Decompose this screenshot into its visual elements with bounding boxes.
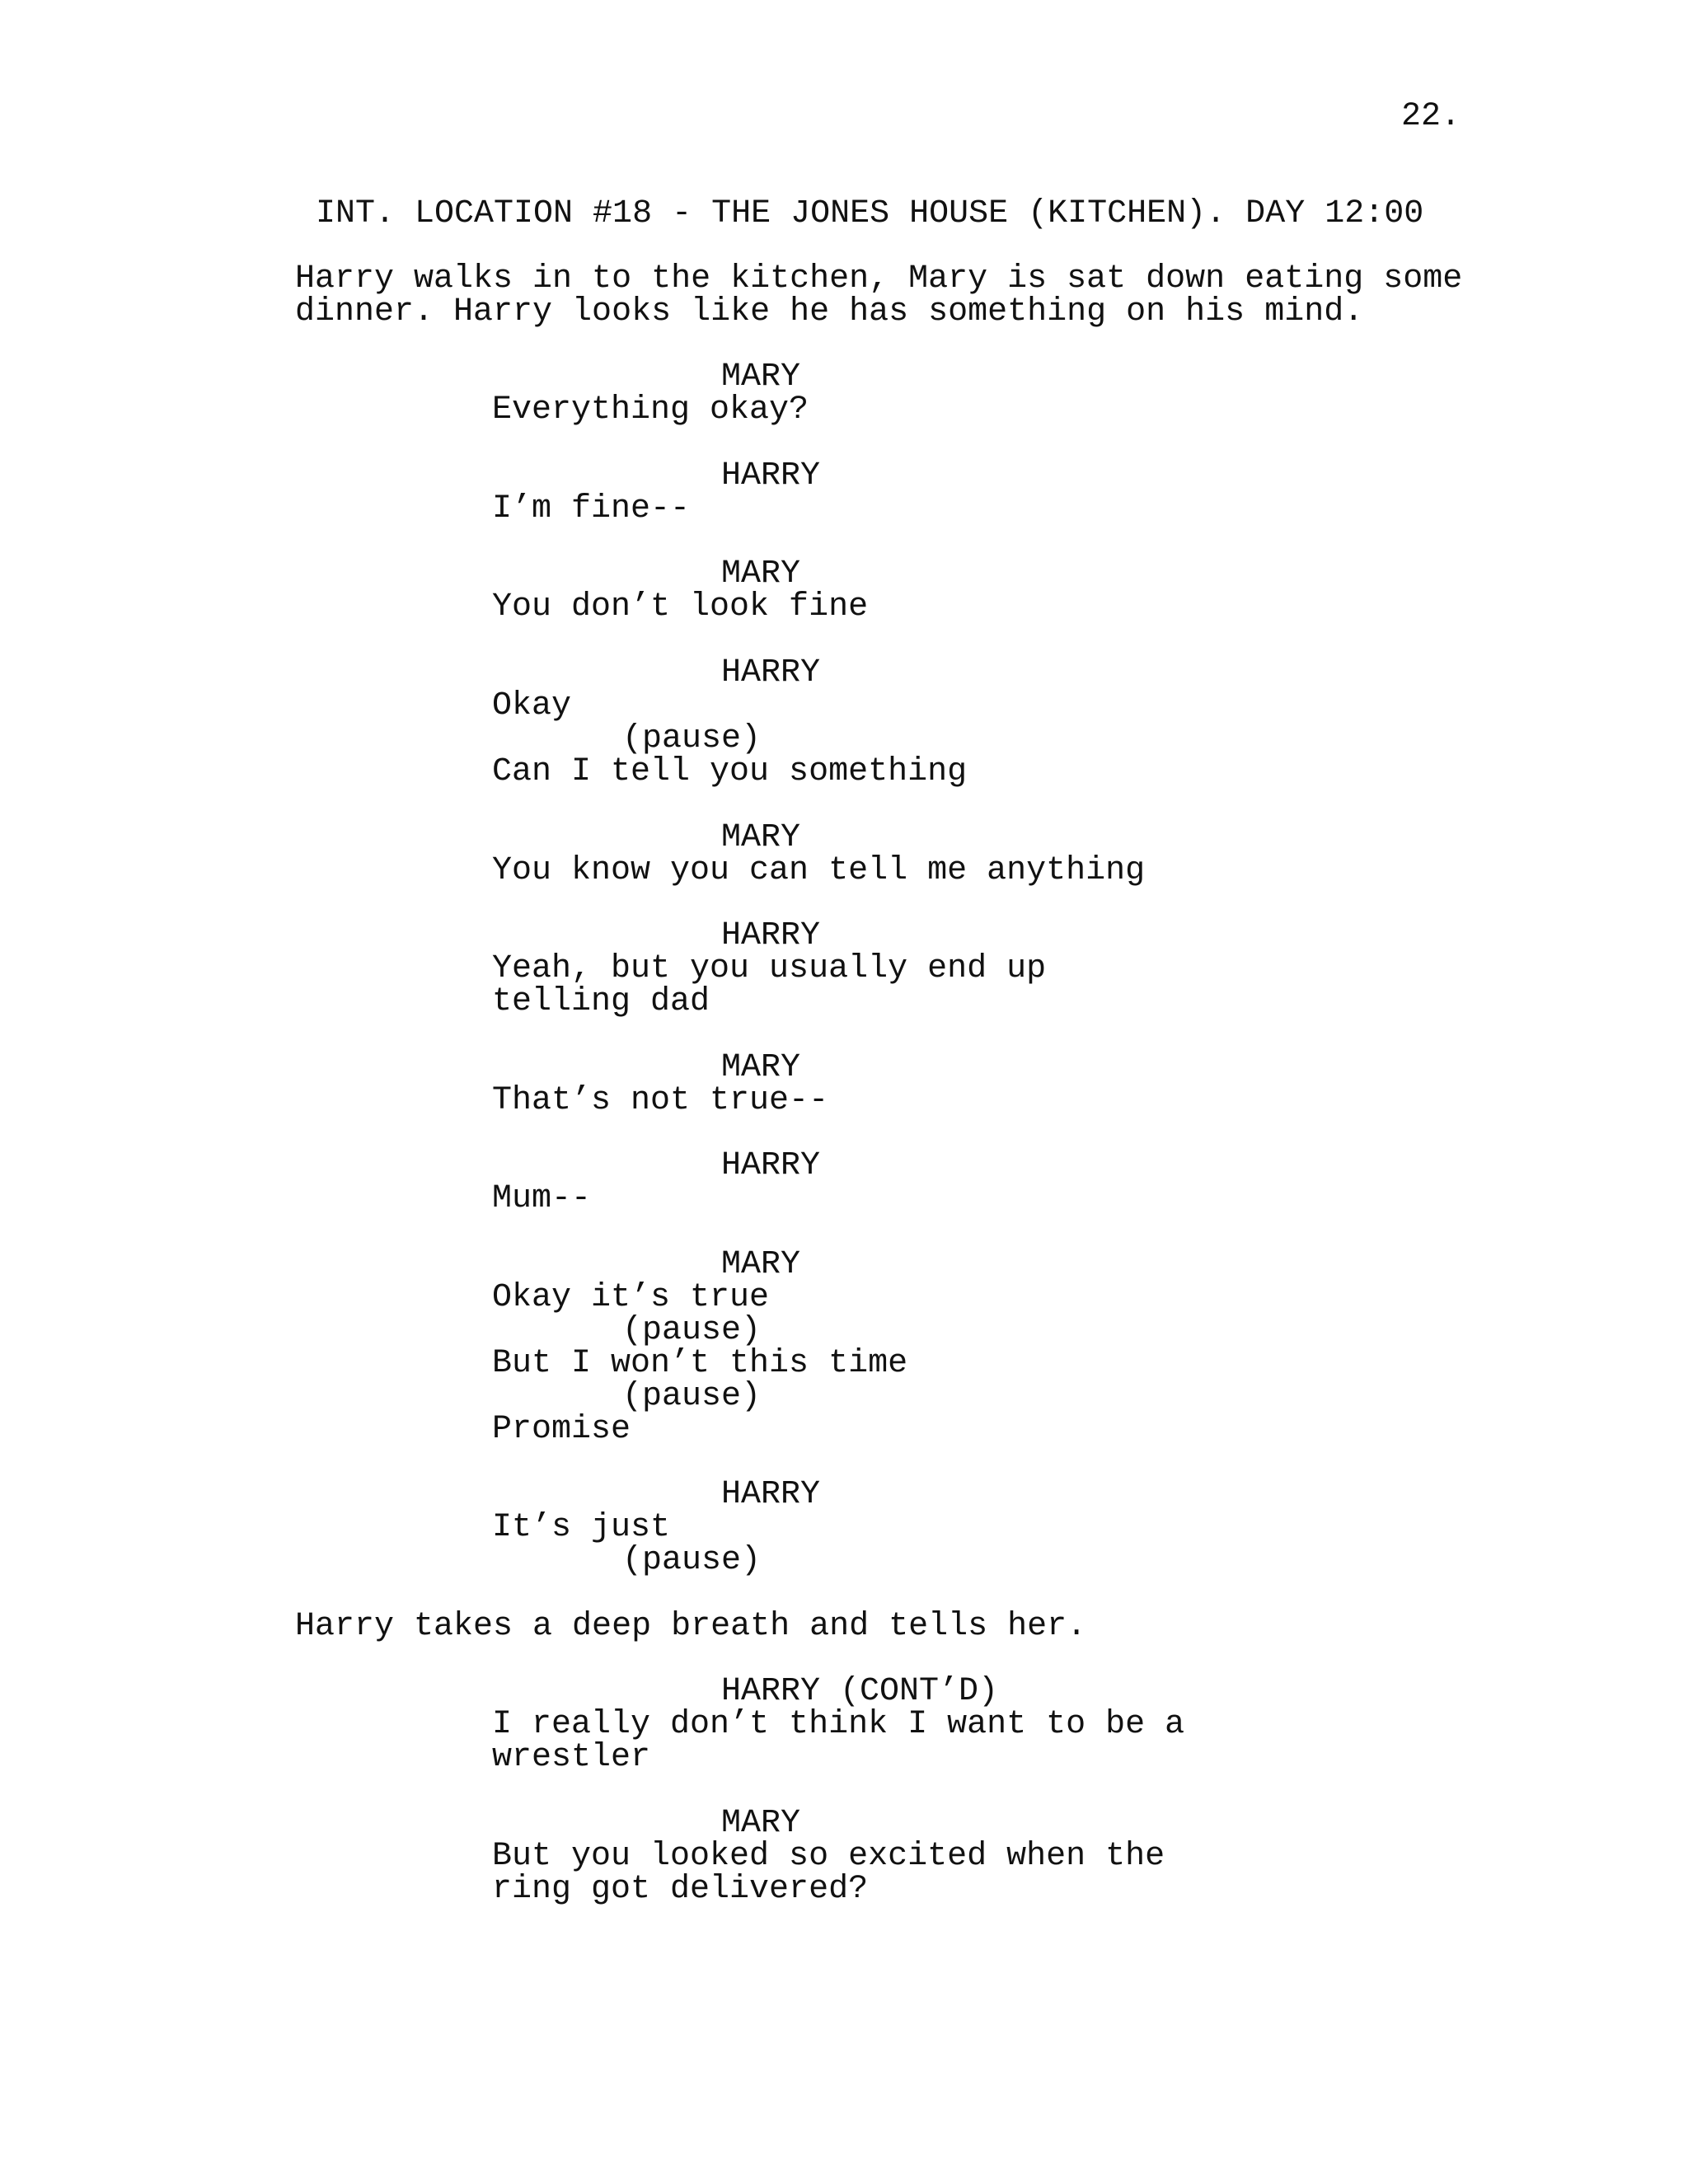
scene-heading: INT. LOCATION #18 - THE JONES HOUSE (KITCHEN). DAY 12:00 xyxy=(316,195,1424,232)
dialogue-line: Promise xyxy=(492,1411,631,1448)
dialogue-line: I’m fine-- xyxy=(492,490,691,527)
dialogue-line: But you looked so excited when the xyxy=(492,1838,1165,1875)
character-name: MARY xyxy=(721,1246,801,1283)
character-name: MARY xyxy=(721,1049,801,1086)
character-name: HARRY (CONT’D) xyxy=(721,1673,999,1710)
parenthetical: (pause) xyxy=(622,720,762,757)
dialogue-line: Mum-- xyxy=(492,1180,592,1217)
character-name: MARY xyxy=(721,819,801,856)
dialogue-line: You know you can tell me anything xyxy=(492,852,1146,889)
action-line: Harry takes a deep breath and tells her. xyxy=(295,1608,1087,1645)
dialogue-line: Okay xyxy=(492,687,572,724)
dialogue-line: telling dad xyxy=(492,983,710,1020)
character-name: HARRY xyxy=(721,457,821,494)
character-name: MARY xyxy=(721,359,801,396)
dialogue-line: That’s not true-- xyxy=(492,1082,829,1119)
parenthetical: (pause) xyxy=(622,1378,762,1415)
parenthetical: (pause) xyxy=(622,1312,762,1349)
character-name: HARRY xyxy=(721,917,821,954)
parenthetical: (pause) xyxy=(622,1542,762,1579)
action-line: Harry walks in to the kitchen, Mary is sat down eating some xyxy=(295,260,1463,298)
character-name: HARRY xyxy=(721,1147,821,1184)
action-line: dinner. Harry looks like he has something on his mind. xyxy=(295,293,1364,330)
dialogue-line: Yeah, but you usually end up xyxy=(492,950,1047,987)
dialogue-line: ring got delivered? xyxy=(492,1871,869,1908)
page-number: 22. xyxy=(1401,98,1461,135)
dialogue-line: It’s just xyxy=(492,1509,671,1546)
dialogue-line: Okay it’s true xyxy=(492,1279,770,1316)
character-name: HARRY xyxy=(721,1476,821,1513)
character-name: HARRY xyxy=(721,654,821,691)
character-name: MARY xyxy=(721,555,801,593)
dialogue-line: But I won’t this time xyxy=(492,1345,908,1382)
dialogue-line: Everything okay? xyxy=(492,391,809,429)
dialogue-line: Can I tell you something xyxy=(492,753,968,790)
dialogue-line: I really don’t think I want to be a xyxy=(492,1706,1185,1743)
dialogue-line: wrestler xyxy=(492,1739,651,1776)
character-name: MARY xyxy=(721,1805,801,1842)
dialogue-line: You don’t look fine xyxy=(492,588,869,626)
